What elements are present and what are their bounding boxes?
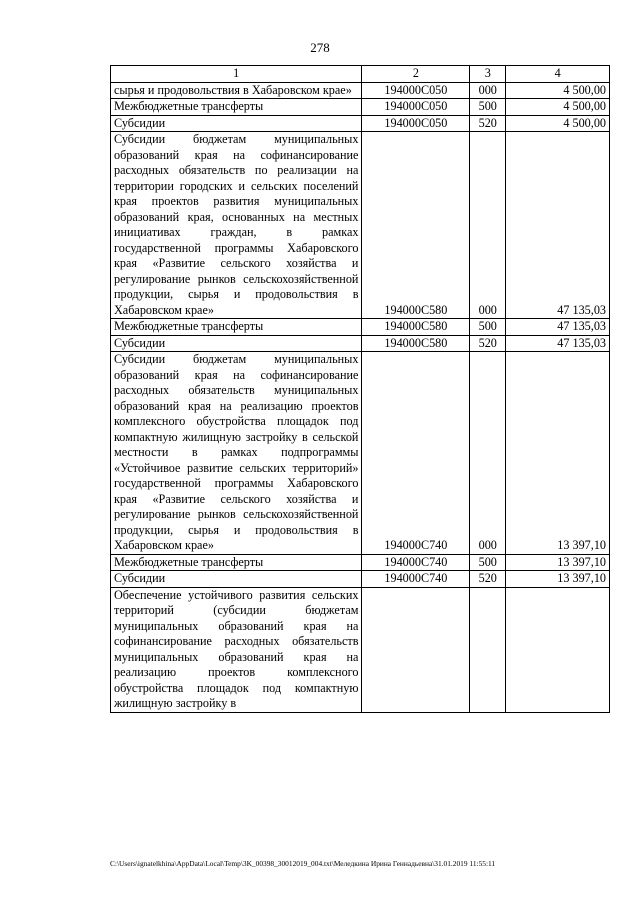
table-row — [111, 352, 610, 555]
table-row — [111, 319, 610, 336]
row-code: 194000С050 — [362, 99, 470, 116]
table-row — [111, 115, 610, 132]
row-amount: 47 135,03 — [506, 335, 610, 352]
row-amount: 4 500,00 — [506, 99, 610, 116]
row-type: 000 — [470, 132, 506, 319]
row-amount: 4 500,00 — [506, 82, 610, 99]
budget-table — [110, 65, 610, 713]
row-amount: 13 397,10 — [506, 571, 610, 588]
page-number: 278 — [310, 40, 330, 55]
header-row — [111, 66, 610, 83]
row-type: 500 — [470, 99, 506, 116]
row-type: 000 — [470, 352, 506, 555]
row-code: 194000С050 — [362, 115, 470, 132]
table-row — [111, 554, 610, 571]
row-code: 194000С740 — [362, 352, 470, 555]
row-amount: 47 135,03 — [506, 319, 610, 336]
row-type: 500 — [470, 319, 506, 336]
row-name: Субсидии — [111, 335, 362, 352]
header-col-2: 2 — [362, 66, 470, 83]
table-row — [111, 99, 610, 116]
table-row — [111, 571, 610, 588]
row-name: сырья и продовольствия в Хабаровском крае» — [111, 82, 362, 99]
row-code: 194000С580 — [362, 335, 470, 352]
row-type: 520 — [470, 115, 506, 132]
table-header — [111, 66, 610, 83]
header-col-3: 3 — [470, 66, 506, 83]
row-type: 520 — [470, 571, 506, 588]
row-type: 520 — [470, 335, 506, 352]
row-name: Межбюджетные трансферты — [111, 99, 362, 116]
row-name: Субсидии — [111, 571, 362, 588]
row-code: 194000С740 — [362, 571, 470, 588]
row-type — [470, 587, 506, 712]
row-name: Обеспечение устойчивого развития сельских территорий (субсидии бюджетам муниципальных образований края на софинансирование расходных обязательств муниципальных образований края на реализацию проектов комплексного обустройства площадок под компактную жилищную застройку в — [111, 587, 362, 712]
row-code: 194000С740 — [362, 554, 470, 571]
row-code: 194000С580 — [362, 132, 470, 319]
row-type: 500 — [470, 554, 506, 571]
row-name: Субсидии бюджетам муниципальных образований края на софинансирование расходных обязательств по реализации на территории городских и сельских поселений края проектов развития муниципальных образований края, основанных на местных инициативах граждан, в рамках государственной программы Хабаровского края «Развитие сельского хозяйства и регулирование рынков сельскохозяйственной продукции, сырья и продовольствия в Хабаровском крае» — [111, 132, 362, 319]
row-name: Межбюджетные трансферты — [111, 319, 362, 336]
row-amount: 47 135,03 — [506, 132, 610, 319]
row-type: 000 — [470, 82, 506, 99]
row-code: 194000С050 — [362, 82, 470, 99]
header-col-1: 1 — [111, 66, 362, 83]
footer-file-path: C:\Users\ignatelkhina\AppData\Local\Temp\3K_00398_30012019_004.txt\Меледкина Ирина Геннадьевна\31.01.2019 11:55:11 — [110, 859, 496, 868]
table-body — [111, 82, 610, 712]
table-row — [111, 335, 610, 352]
row-amount — [506, 587, 610, 712]
row-code — [362, 587, 470, 712]
row-name: Межбюджетные трансферты — [111, 554, 362, 571]
row-name: Субсидии — [111, 115, 362, 132]
row-amount: 13 397,10 — [506, 554, 610, 571]
table-row — [111, 82, 610, 99]
row-amount: 4 500,00 — [506, 115, 610, 132]
row-name: Субсидии бюджетам муниципальных образований края на софинансирование расходных обязательств муниципальных образований края на реализацию проектов комплексного обустройства площадок под компактную жилищную застройку в сельской местности в рамках подпрограммы «Устойчивое развитие сельских территорий» государственной программы Хабаровского края «Развитие сельского хозяйства и регулирование рынков сельскохозяйственной продукции, сырья и продовольствия в Хабаровском крае» — [111, 352, 362, 555]
row-code: 194000С580 — [362, 319, 470, 336]
row-amount: 13 397,10 — [506, 352, 610, 555]
table-row — [111, 587, 610, 712]
header-col-4: 4 — [506, 66, 610, 83]
table-row — [111, 132, 610, 319]
